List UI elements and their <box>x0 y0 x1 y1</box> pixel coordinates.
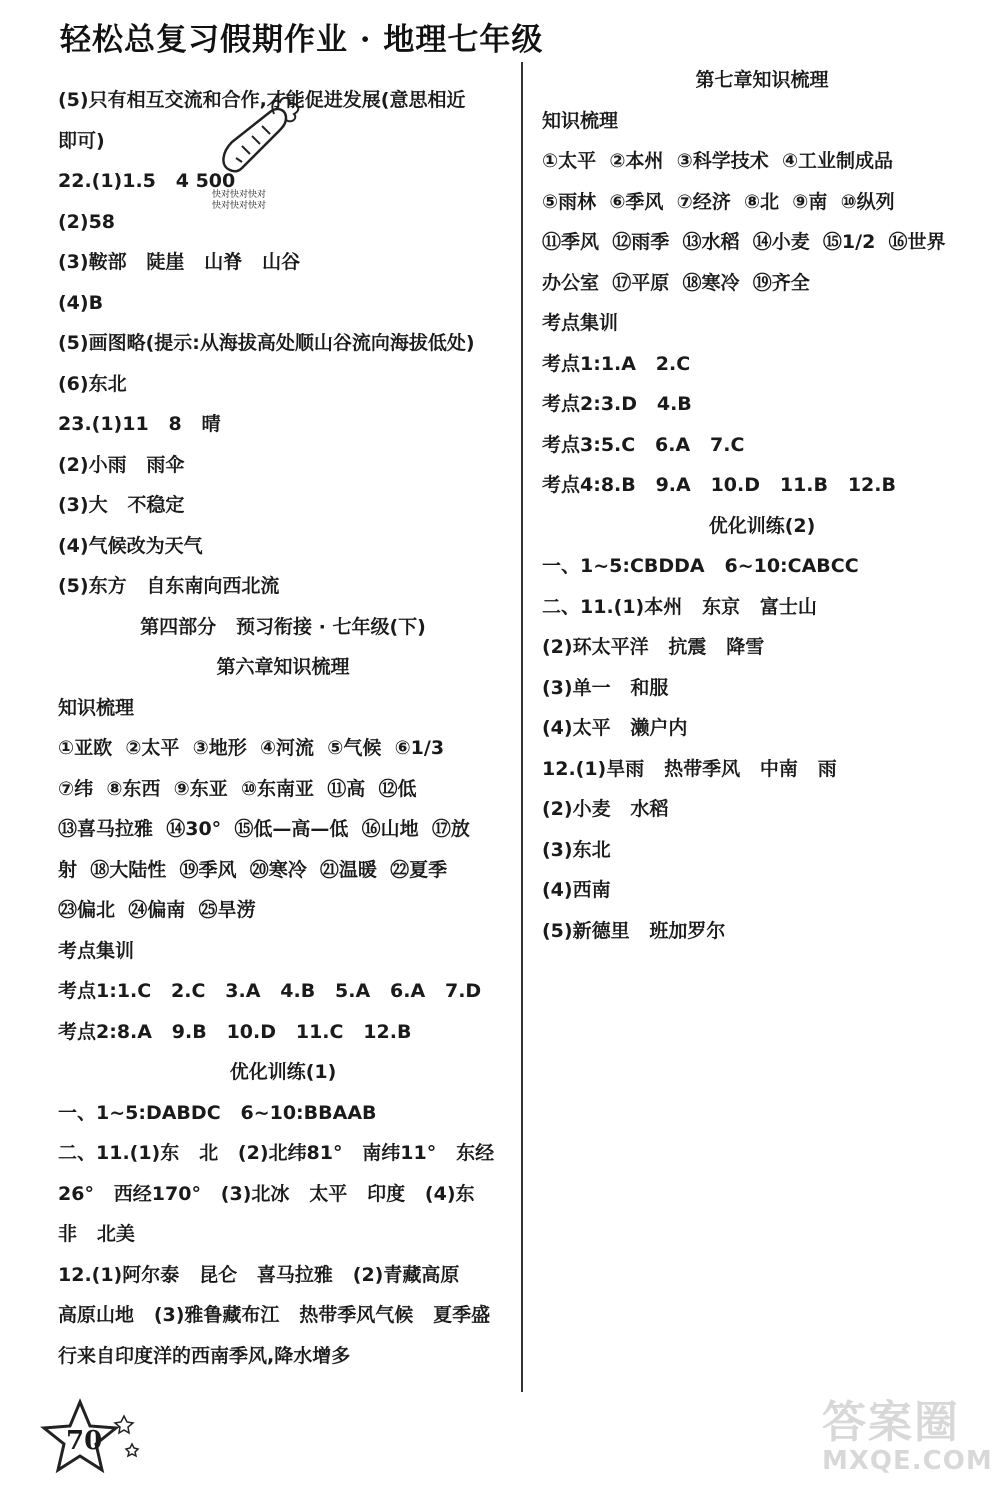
carrot-caption: 快对快对快对 快对快对快对 <box>212 190 267 211</box>
answer-line: 考点1:1.C 2.C 3.A 4.B 5.A 6.A 7.D <box>58 980 482 1002</box>
answer-line: 高原山地 (3)雅鲁藏布江 热带季风气候 夏季盛 <box>58 1304 491 1326</box>
answer-line: ⑦纬 ⑧东西 ⑨东亚 ⑩东南亚 ⑪高 ⑫低 <box>58 777 417 800</box>
answer-line: ⑤雨林 ⑥季风 ⑦经济 ⑧北 ⑨南 ⑩纵列 <box>542 190 895 213</box>
answer-line: 考点4:8.B 9.A 10.D 11.B 12.B <box>542 474 896 496</box>
answer-line: (4)B <box>58 291 104 314</box>
answer-line: 22.(1)1.5 4 500 <box>58 170 236 192</box>
chapter-heading: 第七章知识梳理 <box>695 69 829 91</box>
answer-line: (2)环太平洋 抗震 降雪 <box>542 636 765 658</box>
answer-line: 行来自印度洋的西南季风,降水增多 <box>58 1344 351 1367</box>
answer-line: (3)大 不稳定 <box>58 494 185 516</box>
page-number: 70 <box>66 1426 103 1456</box>
answer-line: (3)东北 <box>542 838 611 861</box>
column-divider <box>521 62 523 1392</box>
section-label: 知识梳理 <box>58 696 135 719</box>
answer-line: ⑪季风 ⑫雨季 ⑬水稻 ⑭小麦 ⑮1/2 ⑯世界 <box>542 231 946 253</box>
answer-line: ⑬喜马拉雅 ⑭30° ⑮低—高—低 ⑯山地 ⑰放 <box>58 818 470 840</box>
answer-line: 考点1:1.A 2.C <box>542 352 691 375</box>
answer-line: (5)画图略(提示:从海拔高处顺山谷流向海拔低处) <box>58 332 475 354</box>
answer-line: ①亚欧 ②太平 ③地形 ④河流 ⑤气候 ⑥1/3 <box>58 737 445 759</box>
right-column <box>542 60 982 951</box>
left-column <box>58 80 508 1376</box>
part-heading: 第四部分 预习衔接 · 七年级(下) <box>140 615 426 638</box>
answer-line: 26° 西经170° (3)北冰 太平 印度 (4)东 <box>58 1182 475 1205</box>
answer-line: ①太平 ②本州 ③科学技术 ④工业制成品 <box>542 150 894 172</box>
answer-line: (3)鞍部 陡崖 山脊 山谷 <box>58 251 301 273</box>
answer-line: 射 ⑱大陆性 ⑲季风 ⑳寒冷 ㉑温暖 ㉒夏季 <box>58 858 448 881</box>
answer-line: (3)单一 和服 <box>542 676 669 699</box>
answer-line: (2)小雨 雨伞 <box>58 453 185 476</box>
answer-line: 12.(1)阿尔泰 昆仑 喜马拉雅 (2)青藏高原 <box>58 1263 460 1286</box>
watermark-top: 答案圈 <box>822 1397 960 1448</box>
answer-line: 一、1~5:CBDDA 6~10:CABCC <box>542 555 859 577</box>
section-label: 知识梳理 <box>542 109 619 132</box>
answer-line: (2)小麦 水稻 <box>542 798 669 820</box>
section-heading: 优化训练(2) <box>708 514 816 537</box>
section-heading: 优化训练(1) <box>229 1061 337 1083</box>
answer-line: (4)气候改为天气 <box>58 534 203 557</box>
answer-line: 12.(1)旱雨 热带季风 中南 雨 <box>542 757 837 780</box>
answer-line: (5)新德里 班加罗尔 <box>542 919 726 942</box>
answer-line: 考点2:3.D 4.B <box>542 393 692 415</box>
answer-line: 一、1~5:DABDC 6~10:BBAAB <box>58 1101 377 1124</box>
answer-line: ㉓偏北 ㉔偏南 ㉕旱涝 <box>58 899 256 921</box>
answer-line: (6)东北 <box>58 372 127 395</box>
answer-line: 考点3:5.C 6.A 7.C <box>542 433 745 456</box>
answer-line: (5)东方 自东南向西北流 <box>58 575 280 597</box>
answer-line: 二、11.(1)东 北 (2)北纬81° 南纬11° 东经 <box>58 1142 495 1164</box>
answer-line: 非 北美 <box>58 1223 135 1245</box>
page-header: 轻松总复习假期作业 · 地理七年级 <box>60 22 544 58</box>
answer-line: (4)西南 <box>542 879 611 901</box>
answer-line: 考点2:8.A 9.B 10.D 11.C 12.B <box>58 1020 412 1043</box>
answer-line: 23.(1)11 8 晴 <box>58 413 221 435</box>
answer-line: (4)太平 濑户内 <box>542 717 688 739</box>
section-label: 考点集训 <box>58 939 135 962</box>
answer-line: 即可) <box>58 129 105 152</box>
watermark-bottom: MXQE.COM <box>822 1446 993 1476</box>
answer-line: 办公室 ⑰平原 ⑱寒冷 ⑲齐全 <box>542 271 810 294</box>
watermark-logo <box>822 1397 993 1480</box>
chapter-heading: 第六章知识梳理 <box>216 656 350 678</box>
section-label: 考点集训 <box>542 312 619 334</box>
answer-line: (5)只有相互交流和合作,才能促进发展(意思相近 <box>58 89 466 111</box>
answer-line: (2)58 <box>58 210 116 233</box>
answer-line: 二、11.(1)本州 东京 富士山 <box>542 595 817 618</box>
